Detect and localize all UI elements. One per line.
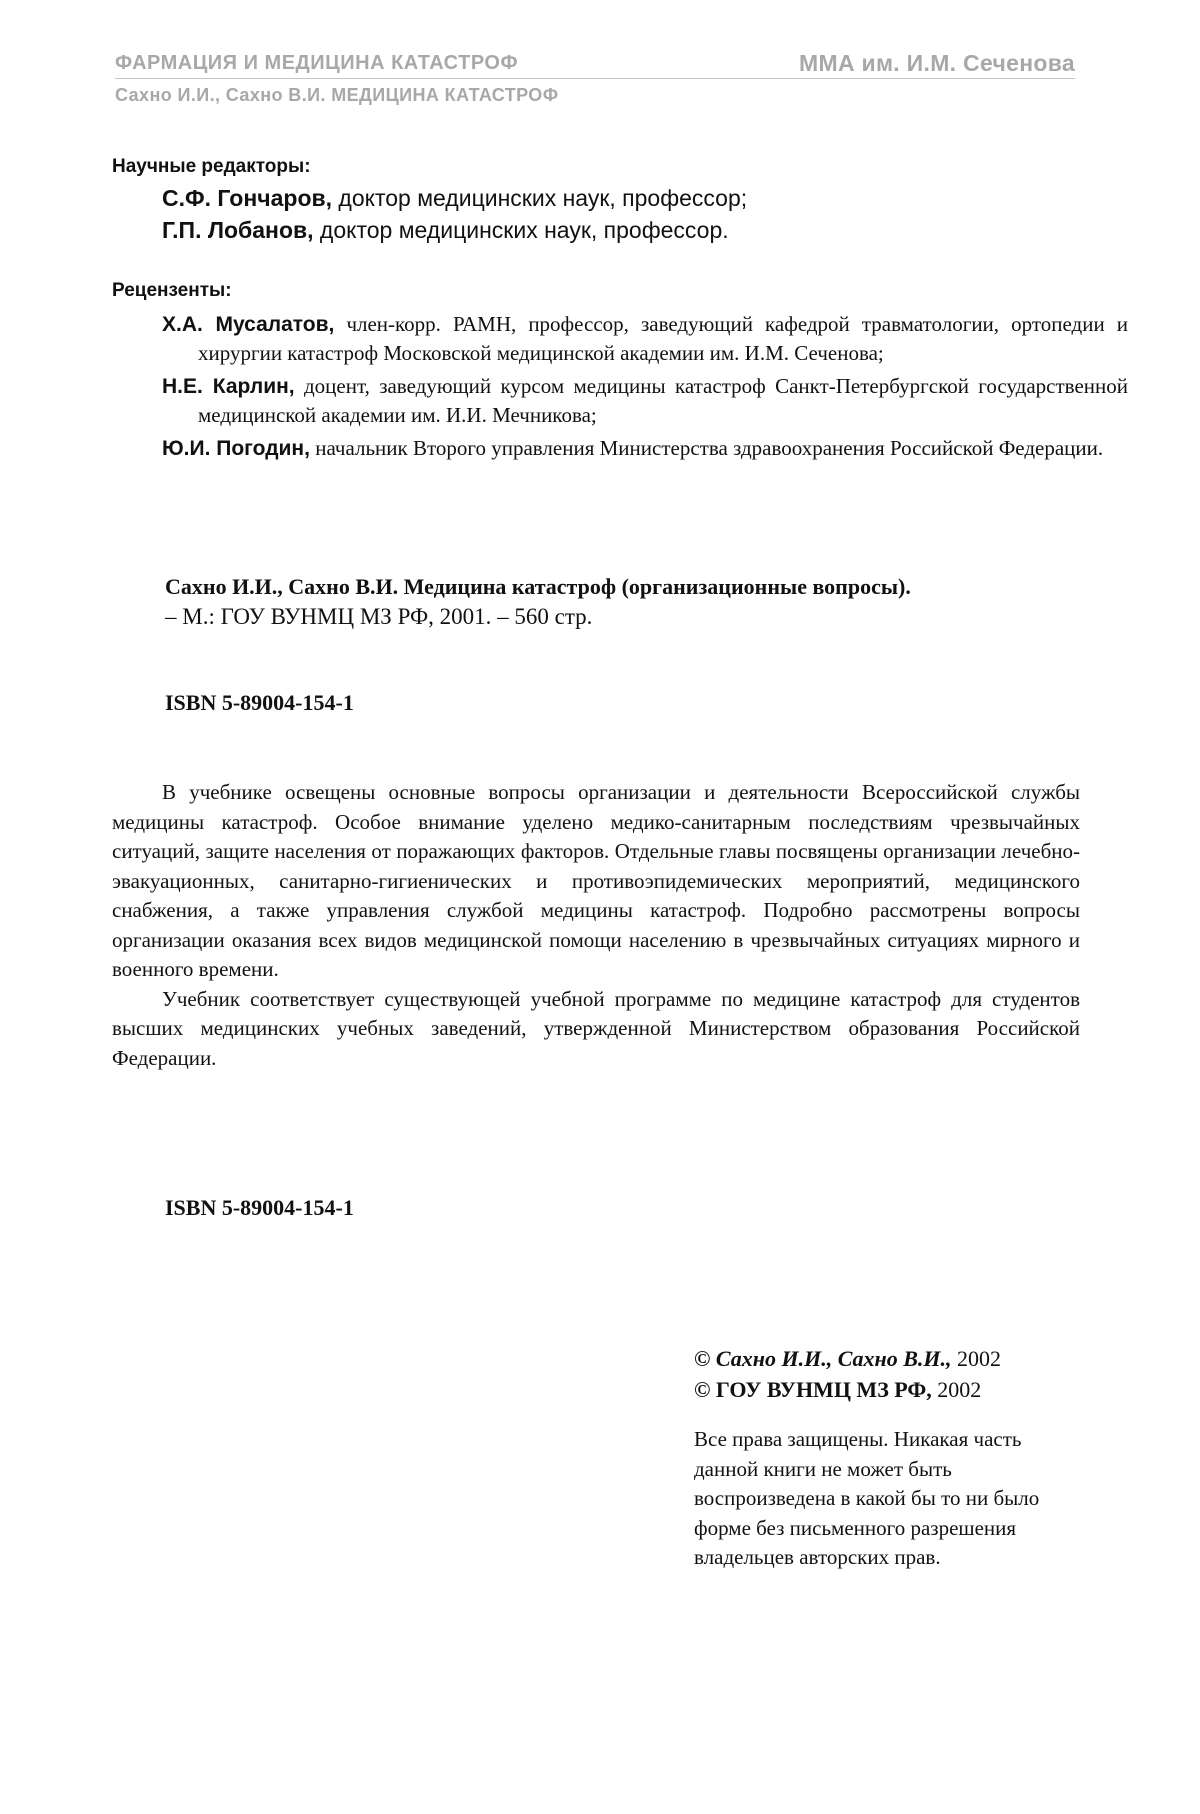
copyright-year: 2002	[951, 1346, 1002, 1371]
reviewers	[112, 276, 1128, 463]
isbn-bottom: ISBN 5-89004-154-1	[165, 1195, 354, 1220]
citation-title: Медицина катастроф (организационные вопросы).	[398, 574, 911, 599]
reviewer-entry	[162, 372, 1128, 430]
citation-imprint: – М.: ГОУ ВУНМЦ МЗ РФ, 2001. – 560 стр.	[165, 604, 593, 629]
editor-entry	[162, 214, 1092, 246]
running-header	[115, 50, 1075, 106]
rights-reserved: Все права защищены. Никакая часть данной книги не может быть воспроизведена в какой бы то ни было форме без письменного разрешения владельцев авторских прав.	[694, 1427, 1040, 1569]
editor-desc: доктор медицинских наук, профессор.	[313, 217, 729, 243]
citation-authors: Сахно И.И., Сахно В.И.	[165, 574, 399, 599]
copyright-notice	[694, 1343, 1094, 1405]
reviewer-name: Н.Е. Карлин,	[162, 375, 295, 398]
reviewer-name: Ю.И. Погодин,	[162, 437, 310, 460]
reviewer-desc: доцент, заведующий курсом медицины катастроф Санкт-Петербургской государственной медицинской академии им. И.И. Мечникова;	[198, 374, 1128, 427]
copyright-holder: © Сахно И.И., Сахно В.И.,	[694, 1346, 952, 1371]
citation-line	[165, 572, 1065, 602]
abstract-paragraph: В учебнике освещены основные вопросы организации и деятельности Всероссийской службы медицины катастроф. Особое внимание уделено медико-санитарным последствиям чрезвычайных ситуаций, защите населения от поражающих факторов. Отдельные главы посвящены организации лечебно-эвакуационных, санитарно-гигиенических и противоэпидемических мероприятий, медицинского снабжения, а также управления службой медицины катастроф. Подробно рассмотрены вопросы организации оказания всех видов медицинской помощи населению в чрезвычайных ситуациях мирного и военного времени.	[112, 780, 1080, 981]
running-header-left: ФАРМАЦИЯ И МЕДИЦИНА КАТАСТРОФ	[115, 52, 519, 74]
editor-name: Г.П. Лобанов,	[162, 217, 314, 243]
reviewer-name: Х.А. Мусалатов,	[162, 313, 335, 336]
reviewer-entry	[162, 434, 1128, 463]
abstract	[112, 778, 1080, 1073]
reviewer-desc: член-корр. РАМН, профессор, заведующий кафедрой травматологии, ортопедии и хирургии катастроф Московской медицинской академии им. И.М. Сеченова;	[198, 312, 1128, 365]
abstract-paragraph: Учебник соответствует существующей учебной программе по медицине катастроф для студентов высших медицинских учебных заведений, утвержденной Министерством образования Российской Федерации.	[112, 986, 1080, 1070]
editors-label: Научные редакторы:	[112, 156, 311, 177]
bibliographic-citation	[165, 572, 1065, 632]
reviewers-label: Рецензенты:	[112, 280, 232, 301]
copyright-holder: © ГОУ ВУНМЦ МЗ РФ,	[694, 1377, 932, 1402]
copyright-line	[694, 1374, 1094, 1405]
reviewer-entry	[162, 310, 1128, 368]
scientific-editors	[112, 152, 1092, 246]
isbn-top: ISBN 5-89004-154-1	[165, 690, 354, 715]
copyright-line	[694, 1343, 1094, 1374]
editor-name: С.Ф. Гончаров,	[162, 185, 333, 211]
running-header-right: ММА им. И.М. Сеченова	[799, 50, 1075, 76]
editor-entry	[162, 182, 1092, 214]
editor-desc: доктор медицинских наук, профессор;	[332, 185, 748, 211]
reviewer-desc: начальник Второго управления Министерства здравоохранения Российской Федерации.	[309, 436, 1104, 460]
copyright-year: 2002	[931, 1377, 982, 1402]
running-header-sub: Сахно И.И., Сахно В.И. МЕДИЦИНА КАТАСТРОФ	[115, 85, 559, 105]
